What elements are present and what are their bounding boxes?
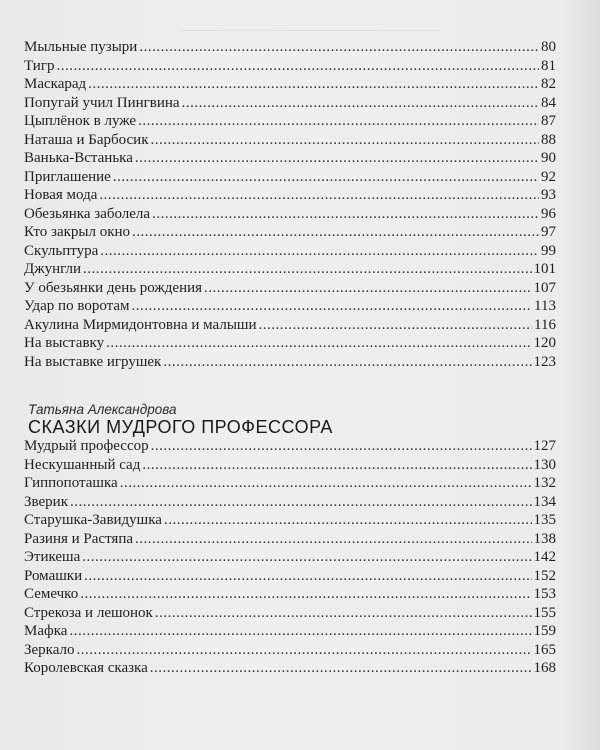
toc-entry-page-number: 96 bbox=[541, 205, 556, 222]
toc-entry-page-number: 152 bbox=[533, 567, 556, 584]
toc-entry-page-number: 87 bbox=[541, 113, 556, 129]
toc-entry-page-number: 130 bbox=[533, 456, 556, 473]
toc-entry bbox=[24, 585, 556, 604]
toc-entry-title: Приглашение bbox=[24, 168, 111, 185]
toc-entry-title: Новая мода bbox=[24, 187, 98, 203]
toc-leader-dots bbox=[70, 493, 532, 512]
toc-leader-dots bbox=[113, 168, 539, 187]
toc-leader-dots bbox=[100, 242, 539, 261]
toc-entry bbox=[24, 567, 556, 586]
toc-entry-title: На выставку bbox=[24, 335, 105, 351]
toc-leader-dots bbox=[151, 437, 532, 456]
toc-entry-title: Цыплёнок в луже bbox=[24, 113, 137, 129]
toc-leader-dots bbox=[80, 585, 531, 604]
toc-entry-page-number: 134 bbox=[533, 493, 556, 510]
toc-entry-page-number: 153 bbox=[533, 586, 556, 602]
toc-entry bbox=[24, 604, 556, 623]
toc-leader-dots bbox=[150, 659, 532, 678]
faint-header-line bbox=[180, 30, 440, 31]
toc-entry bbox=[24, 242, 556, 261]
toc-entry-title: Скульптура bbox=[24, 242, 99, 259]
toc-entry-title: Ванька-Встанька bbox=[24, 150, 133, 166]
toc-entry bbox=[24, 456, 556, 475]
toc-entry bbox=[24, 530, 556, 549]
toc-entry-page-number: 168 bbox=[533, 660, 556, 676]
toc-leader-dots bbox=[84, 567, 531, 586]
toc-entry-title: Мыльные пузыри bbox=[24, 39, 138, 55]
toc-entry-page-number: 97 bbox=[541, 224, 556, 240]
toc-leader-dots bbox=[150, 131, 539, 150]
toc-entry-page-number: 93 bbox=[541, 187, 556, 203]
toc-entry-page-number: 155 bbox=[533, 604, 556, 621]
toc-entry-page-number: 132 bbox=[533, 475, 556, 491]
toc-entry bbox=[24, 548, 556, 567]
toc-entry-title: Нескушанный сад bbox=[24, 456, 141, 473]
toc-entry-page-number: 120 bbox=[533, 335, 556, 351]
toc-entry bbox=[24, 511, 556, 530]
toc-entry-page-number: 82 bbox=[541, 76, 556, 92]
toc-entry-page-number: 88 bbox=[541, 131, 556, 148]
toc-entry-page-number: 92 bbox=[541, 168, 556, 185]
toc-entry-title: Гиппопоташка bbox=[24, 475, 118, 491]
toc-entry bbox=[24, 279, 556, 298]
toc-leader-dots bbox=[142, 456, 531, 475]
toc-entry bbox=[24, 316, 556, 335]
toc-entry-title: Мафка bbox=[24, 623, 68, 639]
toc-entry bbox=[24, 334, 556, 353]
toc-leader-dots bbox=[88, 75, 539, 94]
toc-leader-dots bbox=[164, 511, 532, 530]
toc-leader-dots bbox=[163, 353, 531, 372]
toc-entry-title: Тигр bbox=[24, 57, 55, 74]
toc-leader-dots bbox=[82, 548, 531, 567]
toc-entry bbox=[24, 260, 556, 279]
toc-entry-title: Акулина Мирмидонтовна и малыши bbox=[24, 316, 257, 333]
toc-entry bbox=[24, 94, 556, 113]
toc-entry-title: Обезьянка заболела bbox=[24, 205, 151, 222]
toc-entry-title: Кто закрыл окно bbox=[24, 224, 131, 240]
toc-entry-title: Зверик bbox=[24, 493, 68, 510]
toc-entry-page-number: 116 bbox=[534, 316, 556, 333]
toc-entry-title: Разиня и Растяпа bbox=[24, 530, 134, 547]
toc-entry bbox=[24, 38, 556, 57]
toc-leader-dots bbox=[155, 604, 532, 623]
toc-entry bbox=[24, 474, 556, 493]
toc-leader-dots bbox=[69, 622, 531, 641]
toc-entry-title: Старушка-Завидушка bbox=[24, 512, 162, 528]
toc-entry-title: Наташа и Барбосик bbox=[24, 131, 149, 148]
toc-entry-page-number: 99 bbox=[541, 242, 556, 259]
toc-entry-title: Королевская сказка bbox=[24, 660, 148, 676]
toc-entry-title: Мудрый профессор bbox=[24, 438, 149, 454]
toc-entry-page-number: 127 bbox=[533, 438, 556, 454]
toc-entry-page-number: 113 bbox=[534, 298, 556, 314]
toc-leader-dots bbox=[139, 38, 539, 57]
toc-entry-title: Этикеша bbox=[24, 549, 81, 565]
toc-leader-dots bbox=[152, 205, 539, 224]
toc-entry bbox=[24, 186, 556, 205]
toc-entry-page-number: 90 bbox=[541, 150, 556, 166]
toc-list-part2 bbox=[24, 437, 556, 678]
toc-leader-dots bbox=[132, 297, 533, 316]
toc-entry-title: Удар по воротам bbox=[24, 298, 130, 314]
toc-entry bbox=[24, 297, 556, 316]
toc-entry bbox=[24, 622, 556, 641]
toc-entry-title: На выставке игрушек bbox=[24, 353, 162, 370]
toc-leader-dots bbox=[120, 474, 532, 493]
toc-entry bbox=[24, 353, 556, 372]
toc-leader-dots bbox=[138, 112, 539, 131]
toc-entry bbox=[24, 205, 556, 224]
toc-leader-dots bbox=[135, 149, 539, 168]
toc-entry-page-number: 138 bbox=[533, 530, 556, 547]
toc-entry-page-number: 84 bbox=[541, 94, 556, 111]
toc-leader-dots bbox=[204, 279, 531, 298]
toc-entry bbox=[24, 57, 556, 76]
toc-leader-dots bbox=[135, 530, 531, 549]
toc-entry-title: Зеркало bbox=[24, 641, 75, 658]
toc-leader-dots bbox=[132, 223, 539, 242]
toc-leader-dots bbox=[259, 316, 533, 335]
toc-entry bbox=[24, 112, 556, 131]
toc-entry-title: Семечко bbox=[24, 586, 79, 602]
toc-entry-title: Джунгли bbox=[24, 261, 82, 277]
toc-entry-page-number: 159 bbox=[533, 623, 556, 639]
toc-entry-title: Стрекоза и лешонок bbox=[24, 604, 153, 621]
toc-entry-page-number: 107 bbox=[533, 279, 556, 296]
toc-entry bbox=[24, 168, 556, 187]
toc-entry-title: Попугай учил Пингвина bbox=[24, 94, 180, 111]
toc-list-part1 bbox=[24, 38, 556, 371]
toc-leader-dots bbox=[56, 57, 539, 76]
toc-entry-title: Маскарад bbox=[24, 76, 87, 92]
toc-entry-page-number: 142 bbox=[533, 549, 556, 565]
toc-entry bbox=[24, 223, 556, 242]
toc-leader-dots bbox=[106, 334, 531, 353]
toc-entry bbox=[24, 131, 556, 150]
toc-leader-dots bbox=[99, 186, 539, 205]
page-edge-shadow bbox=[562, 0, 600, 750]
toc-entry-title: У обезьянки день рождения bbox=[24, 279, 203, 296]
toc-entry bbox=[24, 641, 556, 660]
toc-entry-page-number: 80 bbox=[541, 39, 556, 55]
toc-entry-page-number: 135 bbox=[533, 512, 556, 528]
toc-leader-dots bbox=[83, 260, 531, 279]
toc-entry-page-number: 165 bbox=[533, 641, 556, 658]
toc-entry bbox=[24, 75, 556, 94]
toc-entry-page-number: 101 bbox=[533, 261, 556, 277]
toc-entry-page-number: 81 bbox=[541, 57, 556, 74]
toc-entry bbox=[24, 493, 556, 512]
toc-leader-dots bbox=[182, 94, 539, 113]
section-author: Татьяна Александрова bbox=[28, 402, 177, 417]
section-title: СКАЗКИ МУДРОГО ПРОФЕССОРА bbox=[28, 417, 333, 437]
toc-entry-page-number: 123 bbox=[533, 353, 556, 370]
toc-entry bbox=[24, 437, 556, 456]
toc-entry-title: Ромашки bbox=[24, 567, 83, 584]
toc-leader-dots bbox=[77, 641, 532, 660]
toc-entry bbox=[24, 149, 556, 168]
toc-entry bbox=[24, 659, 556, 678]
